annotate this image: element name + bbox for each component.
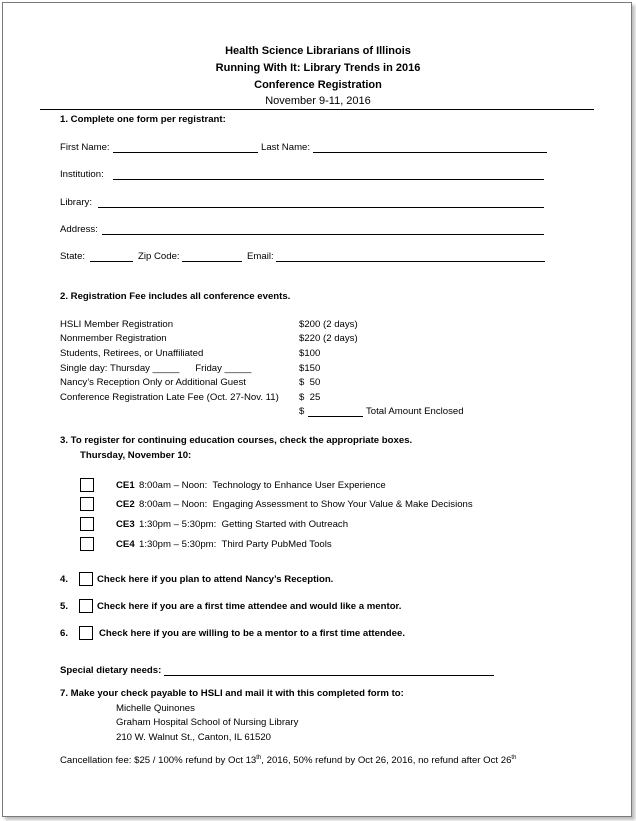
conference-title: Running With It: Library Trends in 2016 xyxy=(215,62,421,74)
ce1-checkbox[interactable] xyxy=(80,478,94,492)
address-label: Address: xyxy=(60,224,98,235)
fee-label: HSLI Member Registration xyxy=(60,319,174,330)
fee-price: $150 xyxy=(299,363,321,374)
section3-title: 3. To register for continuing education courses, check the appropriate boxes. xyxy=(60,435,413,446)
email-label: Email: xyxy=(247,251,274,262)
mentee-checkbox[interactable] xyxy=(79,599,93,613)
fee-price: $100 xyxy=(299,348,321,359)
zip-label: Zip Code: xyxy=(138,251,180,262)
first-name-label: First Name: xyxy=(60,142,110,153)
institution-field[interactable] xyxy=(113,179,544,180)
ce2-checkbox[interactable] xyxy=(80,497,94,511)
fee-label: Nonmember Registration xyxy=(60,333,167,344)
total-amount-field[interactable] xyxy=(308,416,363,417)
total-amount-label: Total Amount Enclosed xyxy=(366,406,464,417)
fee-label: Students, Retirees, or Unaffiliated xyxy=(60,348,204,359)
last-name-field[interactable] xyxy=(313,152,547,153)
section1-title: 1. Complete one form per registrant: xyxy=(60,114,226,125)
course-desc: 1:30pm – 5:30pm: Getting Started with Outreach xyxy=(139,519,349,530)
course-code: CE4 xyxy=(116,539,135,550)
institution-label: Institution: xyxy=(60,169,104,180)
zip-field[interactable] xyxy=(182,261,242,262)
library-label: Library: xyxy=(60,197,92,208)
section4-number: 4. xyxy=(60,574,69,585)
fee-label: Conference Registration Late Fee (Oct. 27-Nov. 11) xyxy=(60,392,279,403)
last-name-label: Last Name: xyxy=(261,142,311,153)
ce3-checkbox[interactable] xyxy=(80,517,94,531)
reception-checkbox[interactable] xyxy=(79,572,93,586)
ce4-checkbox[interactable] xyxy=(80,537,94,551)
course-desc: 1:30pm – 5:30pm: Third Party PubMed Tools xyxy=(139,539,332,550)
first-name-field[interactable] xyxy=(113,152,258,153)
dietary-label: Special dietary needs: xyxy=(60,665,162,676)
course-code: CE3 xyxy=(116,519,135,530)
mail-address-line: Graham Hospital School of Nursing Library xyxy=(116,717,299,728)
section7-title: 7. Make your check payable to HSLI and mail it with this completed form to: xyxy=(60,688,404,699)
fee-price: $200 (2 days) xyxy=(299,319,358,330)
mail-address-line: Michelle Quinones xyxy=(116,703,195,714)
form-title: Conference Registration xyxy=(254,79,382,91)
org-title: Health Science Librarians of Illinois xyxy=(225,45,411,57)
course-desc: 8:00am – Noon: Engaging Assessment to Show Your Value & Make Decisions xyxy=(139,499,473,510)
mentor-text: Check here if you are willing to be a mentor to a first time attendee. xyxy=(99,628,406,639)
state-field[interactable] xyxy=(90,261,133,262)
library-field[interactable] xyxy=(98,207,544,208)
course-desc: 8:00am – Noon: Technology to Enhance User Experience xyxy=(139,480,386,491)
address-field[interactable] xyxy=(102,234,544,235)
course-code: CE1 xyxy=(116,480,135,491)
fee-label: Single day: Thursday _____ Friday _____ xyxy=(60,363,252,374)
fee-price: $220 (2 days) xyxy=(299,333,358,344)
fee-label: Nancy’s Reception Only or Additional Guest xyxy=(60,377,246,388)
total-dollar-sign: $ xyxy=(299,406,305,417)
course-code: CE2 xyxy=(116,499,135,510)
mentor-checkbox[interactable] xyxy=(79,626,93,640)
section5-number: 5. xyxy=(60,601,69,612)
section6-number: 6. xyxy=(60,628,69,639)
fee-price: $ 25 xyxy=(299,392,321,403)
header-divider xyxy=(40,109,594,110)
section2-title: 2. Registration Fee includes all conference events. xyxy=(60,291,291,302)
mail-address-line: 210 W. Walnut St., Canton, IL 61520 xyxy=(116,732,272,743)
conference-dates: November 9-11, 2016 xyxy=(265,95,371,107)
state-label: State: xyxy=(60,251,86,262)
email-field[interactable] xyxy=(276,261,545,262)
dietary-field[interactable] xyxy=(164,675,494,676)
mentee-text: Check here if you are a first time attendee and would like a mentor. xyxy=(97,601,402,612)
cancellation-policy: Cancellation fee: $25 / 100% refund by Oct 13th, 2016, 50% refund by Oct 26, 2016, no refund after Oct 26th xyxy=(60,755,517,767)
ce-day: Thursday, November 10: xyxy=(80,450,192,461)
fee-price: $ 50 xyxy=(299,377,321,388)
reception-text: Check here if you plan to attend Nancy’s Reception. xyxy=(97,574,334,585)
